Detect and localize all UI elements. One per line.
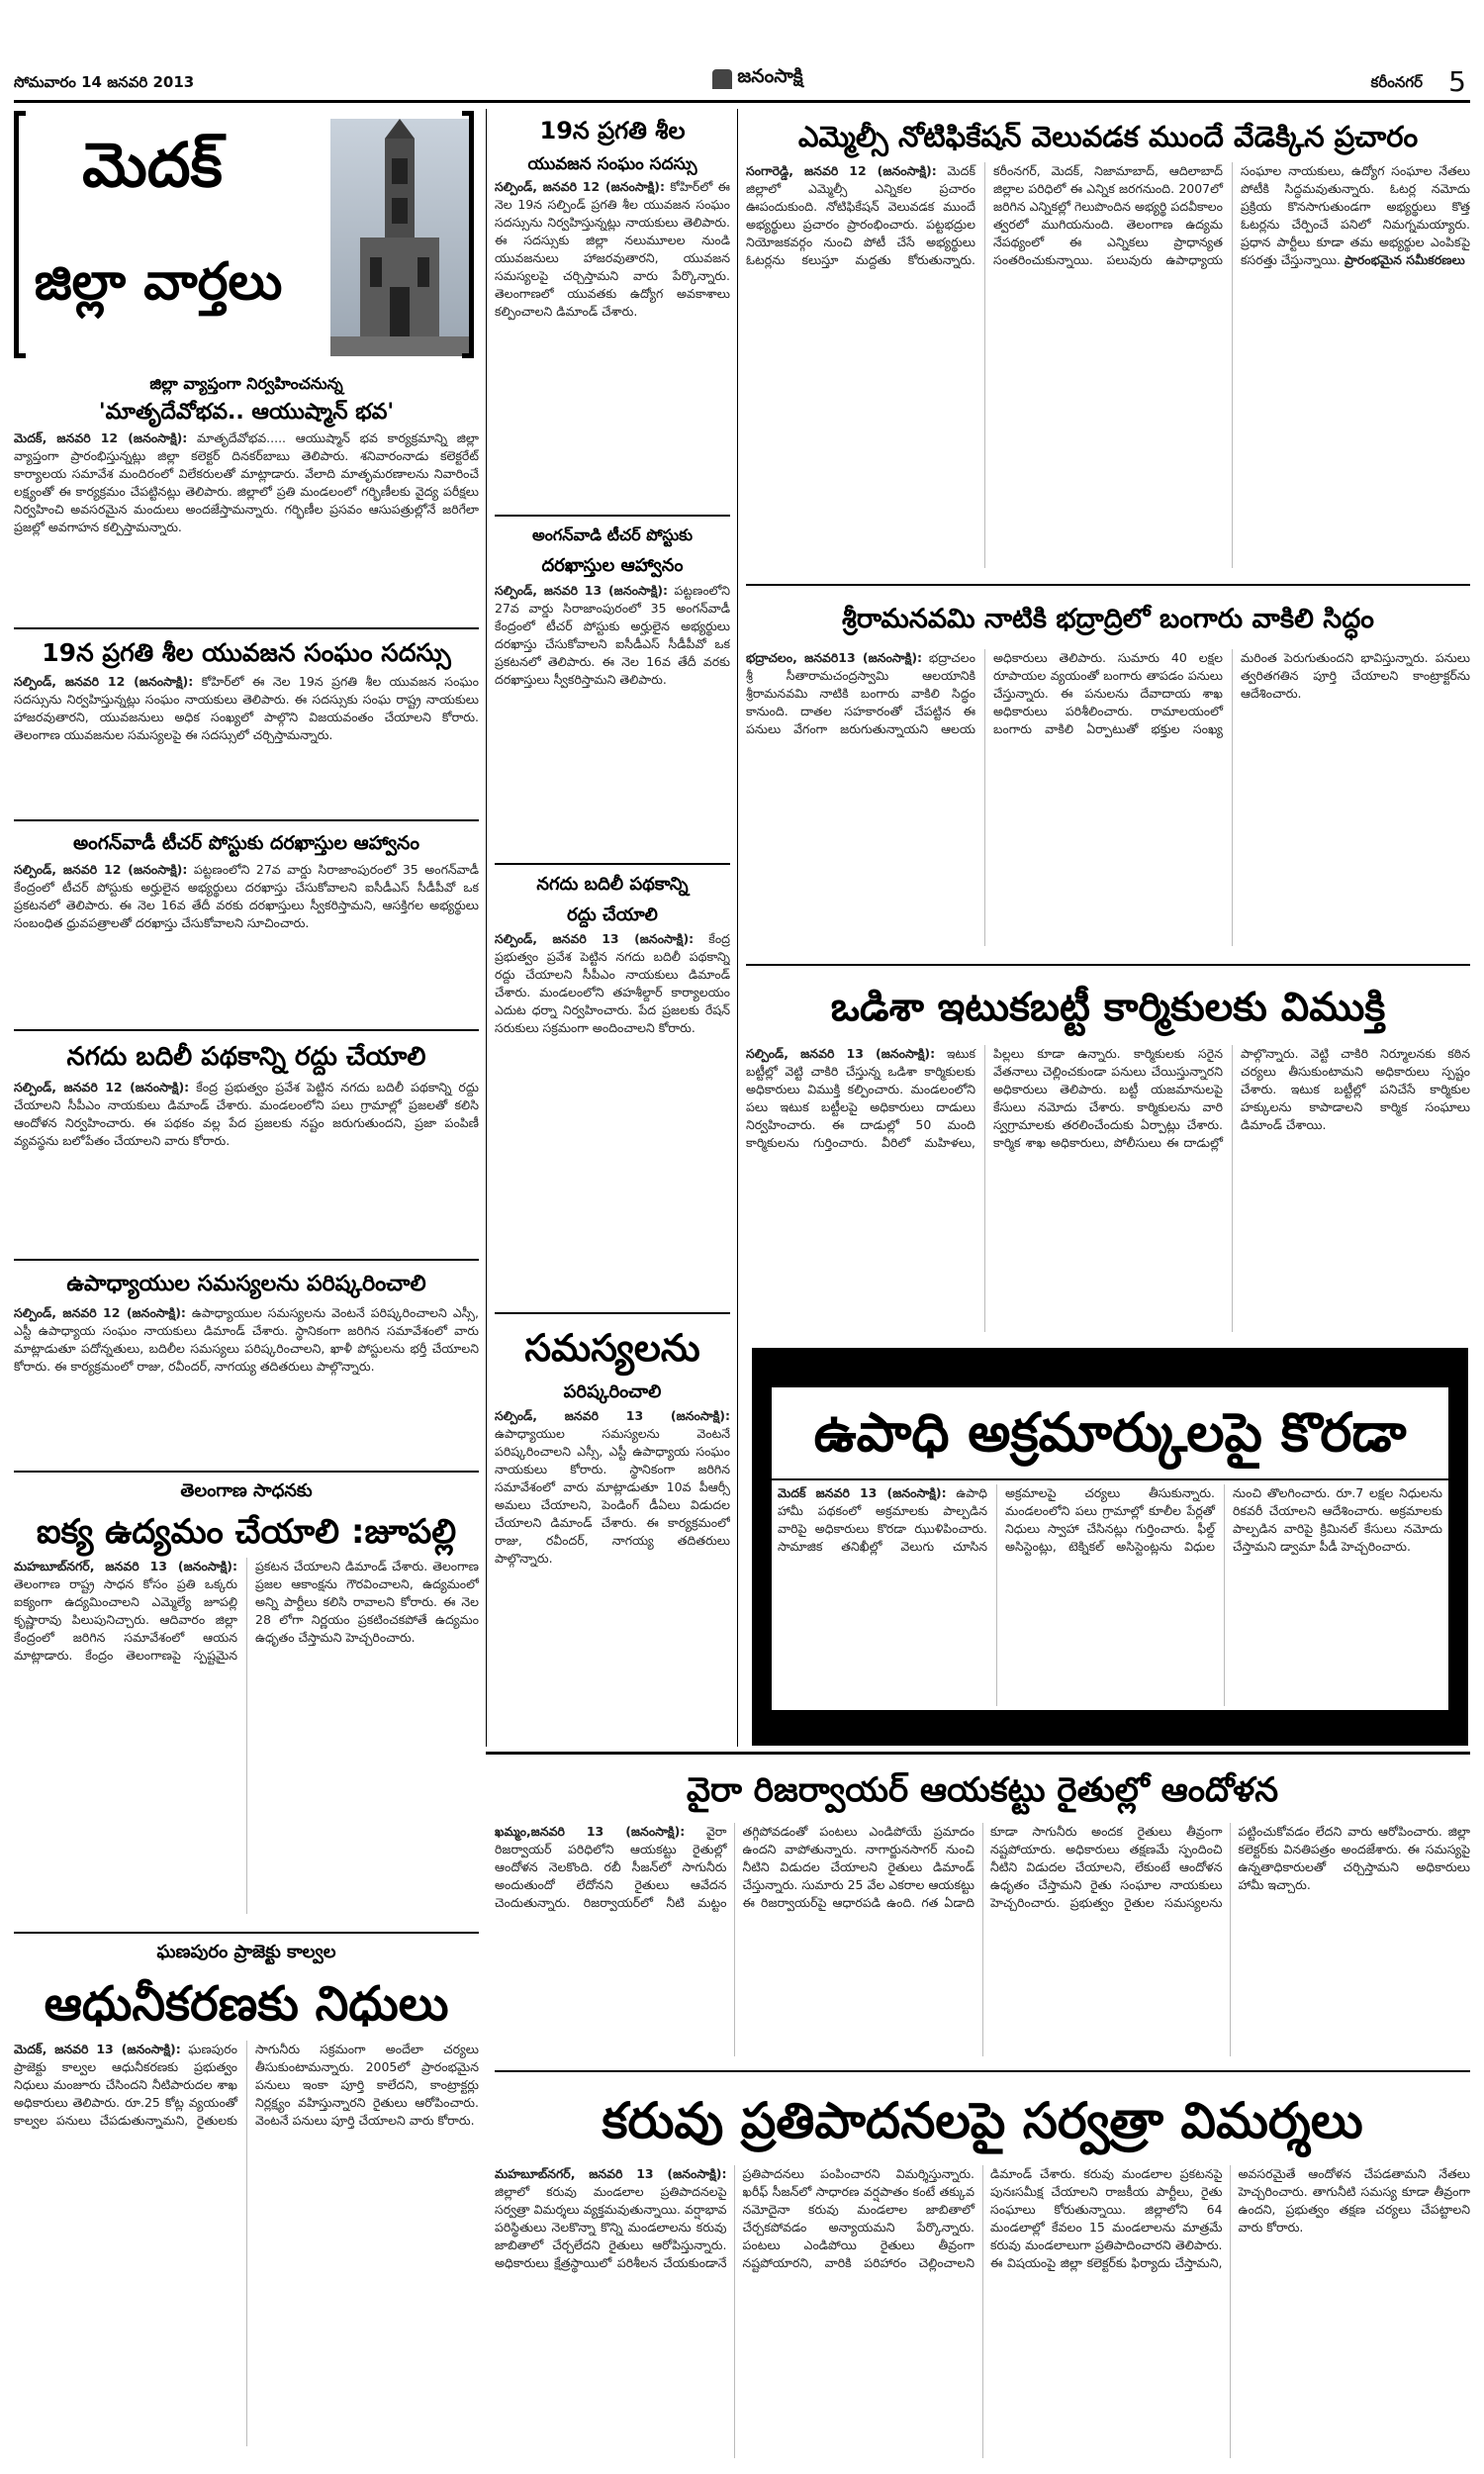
article-body: [495, 2165, 1470, 2458]
article-dateline: సల్పిండ్, జనవరి 13 (జనంసాక్షి):: [495, 583, 669, 598]
district-name: కరీంనగర్: [1370, 73, 1423, 91]
article-text: పట్టణంలోని 27వ వార్డు సిరాజాంపురంలో 35 అంగన్‌వాడీ కేంద్రంలో టీచర్ పోస్టుకు అర్హులైన అభ్యర్థులు దరఖాస్తు చేసుకోవాలని ఐసీడీఎస్ సీడీపీవో ఒక ప్రకటనలో తెలిపారు. ఈ నెల 16వ తేదీ వరకు దరఖాస్తులు స్వీకరిస్తామని తెలిపారు.: [495, 583, 730, 687]
article-headline: ఎమ్మెల్సీ నోటిఫికేషన్ వెలువడక ముందే వేడెక్కిన ప్రచారం: [797, 120, 1419, 153]
article-body: [14, 429, 479, 618]
church-tower-icon: [330, 119, 469, 356]
article-kicker: ఘణపురం ప్రాజెక్టు కాల్వల: [156, 1942, 336, 1962]
section-rule: [746, 584, 1470, 586]
article-ghanapuram: [14, 1938, 479, 2462]
article-body: [14, 861, 479, 1017]
article-yuvajana-short: [495, 111, 730, 437]
article-body: [746, 162, 1470, 568]
article-text: మెదక్ జిల్లాలో ఎమ్మెల్సీ ఎన్నికల ప్రచారం ఊపందుకుంది. నోటిఫికేషన్ వెలువడక ముందే అభ్యర్థులు ప్రచారం ప్రారంభించారు. పట్టభద్రుల నియోజకవర్గం నుంచి పోటీ చేసే అభ్యర్థులు ఓటర్లను కలుస్తూ మద్దతు కోరుతున్నారు. కరీంనగర్, మెదక్, నిజామాబాద్, ఆదిలాబాద్ జిల్లాల పరిధిలో ఈ ఎన్నిక జరగనుంది. 2007లో జరిగిన ఎన్నికల్లో గెలుపొందిన అభ్యర్థి పదవీకాలం త్వరలో ముగియనుంది. తెలంగాణ ఉద్యమ నేపథ్యంలో ఈ ఎన్నికలు ప్రాధాన్యత సంతరించుకున్నాయి. పలువురు ఉపాధ్యాయ సంఘాల నాయకులు, ఉద్యోగ సంఘాల నేతలు పోటీకి సిద్ధమవుతున్నారు. ఓటర్ల నమోదు ప్రక్రియ కొనసాగుతుండగా అభ్యర్థులు కొత్త ఓటర్లను చేర్పించే పనిలో నిమగ్నమయ్యారు. ప్రధాన పార్టీలు కూడా తమ అభ్యర్థుల ఎంపికపై కసరత్తు చేస్తున్నాయి.: [746, 163, 1470, 267]
article-headline: వైరా రిజర్వాయర్ ఆయకట్టు రైతుల్లో ఆందోళన: [686, 1770, 1279, 1810]
article-nagadu-badili: [14, 1035, 479, 1253]
section-rule: [746, 964, 1470, 966]
article-dateline: సల్పిండ్, జనవరి 12 (జనంసాక్షి):: [495, 179, 665, 194]
article-headline: ఉపాధ్యాయుల సమస్యలను పరిష్కరించాలి: [66, 1272, 426, 1296]
article-dateline: ఖమ్మం,జనవరి 13 (జనంసాక్షి):: [495, 1824, 686, 1839]
header-rule: [14, 100, 1470, 103]
article-text: ఇటుక బట్టీల్లో వెట్టి చాకిరి చేస్తున్న ఒడిశా కార్మికులకు అధికారులు విముక్తి కల్పించారు. మండలంలోని పలు ఇటుక బట్టీలపై అధికారులు దాడులు నిర్వహించారు. ఈ దాడుల్లో 50 మంది కార్మికులను గుర్తించారు. వీరిలో మహిళలు, పిల్లలు కూడా ఉన్నారు. కార్మికులకు సరైన వేతనాలు చెల్లించకుండా పనులు చేయిస్తున్నారని అధికారులు తెలిపారు. బట్టీ యజమానులపై కేసులు నమోదు చేశారు. కార్మికులను వారి స్వగ్రామాలకు తరలించేందుకు ఏర్పాట్లు చేశారు. కార్మిక శాఖ అధికారులు, పోలీసులు ఈ దాడుల్లో పాల్గొన్నారు. వెట్టి చాకిరి నిర్మూలనకు కఠిన చర్యలు తీసుకుంటామని అధికారులు స్పష్టం చేశారు. ఇటుక బట్టీల్లో పనిచేసే కార్మికుల హక్కులను కాపాడాలని కార్మిక సంఘాలు డిమాండ్ చేశాయి.: [746, 1046, 1470, 1150]
article-subheadline: దరఖాస్తుల ఆహ్వానం: [541, 555, 684, 576]
page-number: 5: [1448, 65, 1466, 98]
article-body: [14, 1304, 479, 1459]
article-body: [14, 1558, 479, 1914]
article-text: మాతృదేవోభవ..... ఆయుష్మాన్ భవ కార్యక్రమాన్ని జిల్లా వ్యాప్తంగా ప్రారంభిస్తున్నట్లు జిల్లా కలెక్టర్ దినకర్‌బాబు తెలిపారు. శనివారంనాడు కలెక్టరేట్ కార్యాలయ సమావేశ మందిరంలో విలేకరులతో మాట్లాడారు. వేలాది మాతృమరణాలను నివారించే లక్ష్యంతో ఈ కార్యక్రమం చేపట్టినట్లు తెలిపారు. జిల్లాలో ప్రతి మండలంలో గర్భిణీలకు వైద్య పరీక్షలు నిర్వహించి అవసరమైన మందులు అందజేస్తామన్నారు. గర్భిణీల ప్రసవం ఆసుపత్రుల్లోనే జరిగేలా ప్రజల్లో అవగాహన కల్పిస్తామన్నారు.: [14, 430, 479, 534]
masthead: [14, 65, 1470, 99]
article-body: [495, 178, 730, 433]
column-divider: [737, 109, 738, 1747]
section-rule: [486, 1752, 1470, 1755]
article-anganwadi: [14, 825, 479, 1023]
logo-text: జనంసాక్షి: [737, 65, 803, 87]
section-rule: [495, 1312, 730, 1314]
article-text: కోహిర్‌లో ఈ నెల 19న ప్రగతి శీల యువజన సంఘం సదస్సును నిర్వహిస్తున్నట్లు సంఘం నాయకులు తెలిపారు. ఈ సదస్సుకు సంఘ రాష్ట్ర నాయకులు హాజరవుతారని, యువజనులు అధిక సంఖ్యలో పాల్గొని విజయవంతం చేయాలని కోరారు. తెలంగాణ యువజనుల సమస్యలపై ఈ సదస్సులో చర్చిస్తామన్నారు.: [14, 674, 479, 742]
column-divider: [486, 109, 487, 1747]
article-headline: 19న ప్రగతి శీల యువజన సంఘం సదస్సు: [42, 638, 451, 667]
article-teachers: [14, 1265, 479, 1463]
article-vaira-reservoir: [495, 1758, 1470, 2064]
article-headline: శ్రీరామనవమి నాటికి భద్రాద్రిలో బంగారు వాకిలి సిద్ధం: [842, 604, 1374, 634]
section-rule: [495, 515, 730, 517]
article-dateline: మెదక్, జనవరి 12 (జనంసాక్షి):: [14, 430, 188, 445]
article-jupalli: [14, 1476, 479, 1926]
article-text: వైరా రిజర్వాయర్ పరిధిలోని ఆయకట్టు రైతుల్లో ఆందోళన నెలకొంది. రబీ సీజన్‌లో సాగునీరు అందుతుందో లేదోనని రైతులు ఆవేదన చెందుతున్నారు. రిజర్వాయర్‌లో నీటి మట్టం తగ్గిపోవడంతో పంటలు ఎండిపోయే ప్రమాదం ఉందని వాపోతున్నారు. నాగార్జునసాగర్ నుంచి నీటిని విడుదల చేయాలని రైతులు డిమాండ్ చేస్తున్నారు. సుమారు 25 వేల ఎకరాల ఆయకట్టు ఈ రిజర్వాయర్‌పై ఆధారపడి ఉంది. గత ఏడాది కూడా సాగునీరు అందక రైతులు తీవ్రంగా నష్టపోయారు. అధికారులు తక్షణమే స్పందించి నీటిని విడుదల చేయాలని, లేకుంటే ఆందోళన ఉధృతం చేస్తామని రైతు సంఘాల నాయకులు హెచ్చరించారు. ప్రభుత్వం రైతుల సమస్యలను పట్టించుకోవడం లేదని వారు ఆరోపించారు. జిల్లా కలెక్టర్‌కు వినతిపత్రం అందజేశారు. ఈ సమస్యపై ఉన్నతాధికారులతో చర్చిస్తామని అధికారులు హామీ ఇచ్చారు.: [495, 1824, 1470, 1910]
section-rule: [14, 1932, 479, 1934]
article-headline: 'మాతృదేవోభవ.. ఆయుష్మాన్ భవ': [98, 400, 395, 425]
medak-title-line1: మెదక్: [82, 129, 223, 201]
article-body: [495, 1407, 730, 1726]
article-text: ఉపాధ్యాయుల సమస్యలను వెంటనే పరిష్కరించాలని ఎస్సీ, ఎస్టీ ఉపాధ్యాయ సంఘం నాయకులు డిమాండ్ చేశారు. స్థానికంగా జరిగిన సమావేశంలో వారు మాట్లాడుతూ పదోన్నతులు, బదిలీల సమస్యలు పరిష్కరించాలని, ఖాళీ పోస్టులను భర్తీ చేయాలని కోరారు. ఈ కార్యక్రమంలో రాజు, రవీందర్, నాగయ్య తదితరులు పాల్గొన్నారు.: [14, 1305, 479, 1374]
article-body: [495, 1823, 1470, 2056]
article-yuvajana: [14, 633, 479, 811]
section-rule: [14, 819, 479, 821]
article-subheadline: పరిష్కరించాలి: [563, 1381, 662, 1402]
section-rule: [495, 2070, 1470, 2072]
article-dateline: మహబూబ్‌నగర్, జనవరి 13 (జనంసాక్షి):: [495, 2166, 727, 2181]
article-dateline: సంగారెడ్డి, జనవరి 12 (జనంసాక్షి):: [746, 163, 937, 178]
article-dateline: సల్పిండ్, జనవరి 12 (జనంసాక్షి):: [14, 862, 188, 877]
section-rule: [14, 1471, 479, 1473]
article-dateline: మెదక్, జనవరి 13 (జనంసాక్షి):: [14, 2042, 181, 2056]
article-headline: కరువు ప్రతిపాదనలపై సర్వత్రా విమర్శలు: [602, 2092, 1363, 2149]
article-dateline: సల్పిండ్, జనవరి 12 (జనంసాక్షి):: [14, 1080, 190, 1094]
medak-title-line2: జిల్లా వార్తలు: [34, 252, 283, 312]
article-body: [746, 649, 1470, 946]
article-subheadline: యువజన సంఘం సదస్సు: [527, 154, 697, 174]
article-headline: ఐక్య ఉద్యమం చేయాలి :జూపల్లి: [36, 1512, 457, 1552]
article-dateline: సల్పిండ్, జనవరి 13 (జనంసాక్షి):: [746, 1046, 936, 1061]
upadhi-banner: [752, 1348, 1468, 1746]
section-rule: [495, 863, 730, 865]
article-body: [14, 2041, 479, 2446]
article-headline: నగదు బదిలీ పథకాన్ని రద్దు చేయాలి: [66, 1042, 426, 1072]
article-odisha-workers: [746, 970, 1470, 1336]
article-body: [14, 1079, 479, 1247]
article-text: జిల్లాలో కరువు మండలాల ప్రతిపాదనలపై సర్వత్రా విమర్శలు వ్యక్తమవుతున్నాయి. వర్షాభావ పరిస్థితులు నెలకొన్నా కొన్ని మండలాలను కరువు జాబితాలో చేర్చలేదని రైతులు ఆరోపిస్తున్నారు. అధికారులు క్షేత్రస్థాయిలో పరిశీలన చేయకుండానే ప్రతిపాదనలు పంపించారని విమర్శిస్తున్నారు. ఖరీఫ్ సీజన్‌లో సాధారణ వర్షపాతం కంటే తక్కువ నమోదైనా కరువు మండలాల జాబితాలో చేర్చకపోవడం అన్యాయమని పేర్కొన్నారు. పంటలు ఎండిపోయి రైతులు తీవ్రంగా నష్టపోయారని, వారికి పరిహారం చెల్లించాలని డిమాండ్ చేశారు. కరువు మండలాల ప్రకటనపై పునఃసమీక్ష చేయాలని రాజకీయ పార్టీలు, రైతు సంఘాలు కోరుతున్నాయి. జిల్లాలోని 64 మండలాల్లో కేవలం 15 మండలాలను మాత్రమే కరువు మండలాలుగా ప్రతిపాదించారని తెలిపారు. ఈ విషయంపై జిల్లా కలెక్టర్‌కు ఫిర్యాదు చేస్తామని, అవసరమైతే ఆందోళన చేపడతామని నేతలు హెచ్చరించారు. తాగునీటి సమస్య కూడా తీవ్రంగా ఉందని, ప్రభుత్వం తక్షణ చర్యలు చేపట్టాలని వారు కోరారు.: [495, 2166, 1470, 2270]
article-kicker: తెలంగాణ సాధనకు: [180, 1480, 313, 1501]
article-dateline: సల్పిండ్, జనవరి 12 (జనంసాక్షి):: [14, 1305, 186, 1320]
section-rule: [14, 627, 479, 629]
issue-date: సోమవారం 14 జనవరి 2013: [14, 73, 195, 91]
article-text: ఉపాధ్యాయుల సమస్యలను వెంటనే పరిష్కరించాలని ఎస్సీ, ఎస్టీ ఉపాధ్యాయ సంఘం నాయకులు కోరారు. స్థానికంగా జరిగిన సమావేశంలో వారు మాట్లాడుతూ 10వ పీఆర్సీ అమలు చేయాలని, పెండింగ్ డీఏలు విడుదల చేయాలని డిమాండ్ చేశారు. ఈ కార్యక్రమంలో రాజు, రవీందర్, నాగయ్య తదితరులు పాల్గొన్నారు.: [495, 1426, 730, 1566]
medak-banner: [14, 111, 474, 362]
section-rule: [14, 1029, 479, 1031]
bracket-right: [462, 111, 474, 358]
article-text: భద్రాచలం శ్రీ సీతారామచంద్రస్వామి ఆలయానికి శ్రీరామనవమి నాటికి బంగారు వాకిలి సిద్ధం కానుంది. దాతల సహకారంతో చేపట్టిన ఈ పనులు వేగంగా జరుగుతున్నాయని ఆలయ అధికారులు తెలిపారు. సుమారు 40 లక్షల రూపాయల వ్యయంతో బంగారు తాపడం పనులు చేస్తున్నారు. ఈ పనులను దేవాదాయ శాఖ అధికారులు పరిశీలించారు. రామాలయంలో బంగారు వాకిలి ఏర్పాటుతో భక్తుల సంఖ్య మరింత పెరుగుతుందని భావిస్తున్నారు. పనులు త్వరితగతిన పూర్తి చేయాలని కాంట్రాక్టర్‌ను ఆదేశించారు.: [746, 650, 1470, 736]
article-anganwadi-short: [495, 521, 730, 837]
article-headline: ఆధునీకరణకు నిధులు: [44, 1976, 449, 2032]
article-kicker: జిల్లా వ్యాప్తంగా నిర్వహించనున్న: [149, 374, 343, 393]
article-body: [495, 930, 730, 1296]
article-dateline: సల్పిండ్, జనవరి 13 (జనంసాక్షి):: [495, 1408, 730, 1423]
article-text: కేంద్ర ప్రభుత్వం ప్రవేశ పెట్టిన నగదు బదిలీ పథకాన్ని రద్దు చేయాలని సీపీఎం నాయకులు డిమాండ్ చేశారు. మండలంలోని తహశీల్దార్ కార్యాలయం ఎదుట ధర్నా నిర్వహించారు. పేద ప్రజలకు రేషన్ సరుకులు సక్రమంగా అందించాలని కోరారు.: [495, 931, 730, 1035]
article-bhadradri: [746, 590, 1470, 958]
article-mlc-election: [746, 111, 1470, 576]
newspaper-logo: [679, 65, 837, 95]
article-subhead: ప్రారంభమైన సమీకరణలు: [1344, 252, 1465, 267]
article-text: ఘణపురం ప్రాజెక్టు కాల్వల ఆధునీకరణకు ప్రభుత్వం నిధులు మంజూరు చేసిందని నీటిపారుదల శాఖ అధికారులు తెలిపారు. రూ.25 కోట్ల వ్యయంతో కాల్వల పనులు చేపడుతున్నామని, రైతులకు సాగునీరు సక్రమంగా అందేలా చర్యలు తీసుకుంటామన్నారు. 2005లో ప్రారంభమైన పనులు ఇంకా పూర్తి కాలేదని, కాంట్రాక్టర్లు నిర్లక్ష్యం వహిస్తున్నారని రైతులు ఆరోపించారు. వెంటనే పనులు పూర్తి చేయాలని వారు కోరారు.: [14, 2042, 479, 2128]
article-dateline: మహబూబ్‌నగర్, జనవరి 13 (జనంసాక్షి):: [14, 1559, 237, 1573]
article-body: [746, 1045, 1470, 1332]
article-body: [772, 1480, 1448, 1710]
article-headline: నగదు బదిలీ పథకాన్ని: [536, 874, 689, 895]
article-samasyalu: [495, 1318, 730, 1734]
article-headline: ఒడిశా ఇటుకబట్టీ కార్మికులకు విముక్తి: [830, 985, 1386, 1030]
article-text: కోహిర్‌లో ఈ నెల 19న సల్పిండ్ ప్రగతి శీల యువజన సంఘం సదస్సును నిర్వహిస్తున్నట్లు నాయకులు తెలిపారు. ఈ సదస్సుకు జిల్లా నలుమూలల నుండి యువజనులు హాజరవుతారని, యువజన సమస్యలపై చర్చిస్తామని వారు పేర్కొన్నారు. తెలంగాణలో యువతకు ఉద్యోగ అవకాశాలు కల్పించాలని డిమాండ్ చేశారు.: [495, 179, 730, 319]
article-dateline: సల్పిండ్, జనవరి 12 (జనంసాక్షి):: [14, 674, 194, 689]
article-headline: ఉపాధి అక్రమార్కులపై కొరడా: [772, 1387, 1448, 1478]
article-headline: 19న ప్రగతి శీల: [539, 117, 686, 144]
article-nagadu-short: [495, 869, 730, 1304]
article-headline: సమస్యలను: [524, 1326, 700, 1370]
article-matrudevobhava: [14, 372, 479, 619]
church-photo: [330, 119, 469, 356]
article-text: తెలంగాణ రాష్ట్ర సాధన కోసం ప్రతి ఒక్కరు ఐక్యంగా ఉద్యమించాలని ఎమ్మెల్యే జూపల్లి కృష్ణారావు పిలుపునిచ్చారు. ఆదివారం జిల్లా కేంద్రంలో జరిగిన సమావేశంలో ఆయన మాట్లాడారు. కేంద్రం తెలంగాణపై స్పష్టమైన ప్రకటన చేయాలని డిమాండ్ చేశారు. తెలంగాణ ప్రజల ఆకాంక్షను గౌరవించాలని, ఉద్యమంలో అన్ని పార్టీలు కలిసి రావాలని కోరారు. ఈ నెల 28 లోగా నిర్ణయం ప్రకటించకపోతే ఉద్యమం ఉధృతం చేస్తామని హెచ్చరించారు.: [14, 1559, 479, 1663]
section-rule: [14, 1259, 479, 1261]
article-dateline: మెదక్ జనవరి 13 (జనంసాక్షి):: [778, 1485, 947, 1500]
article-body: [495, 582, 730, 833]
article-headline: అంగన్‌వాడీ టీచర్ పోస్టుకు దరఖాస్తుల ఆహ్వానం: [72, 832, 419, 854]
article-text: ఉపాధి హామీ పథకంలో అక్రమాలకు పాల్పడిన వారిపై అధికారులు కొరడా ఝుళిపించారు. సామాజిక తనిఖీల్లో వెలుగు చూసిన అక్రమాలపై చర్యలు తీసుకున్నారు. మండలంలోని పలు గ్రామాల్లో కూలీల పేర్లతో నిధులు స్వాహా చేసినట్లు గుర్తించారు. ఫీల్డ్ అసిస్టెంట్లు, టెక్నికల్ అసిస్టెంట్లను విధుల నుంచి తొలగించారు. రూ.7 లక్షల నిధులను రికవరీ చేయాలని ఆదేశించారు. అక్రమాలకు పాల్పడిన వారిపై క్రిమినల్ కేసులు నమోదు చేస్తామని డ్వామా పీడీ హెచ్చరించారు.: [778, 1485, 1442, 1554]
article-karuvu: [495, 2076, 1470, 2462]
article-headline: అంగన్‌వాడి టీచర్ పోస్టుకు: [531, 525, 693, 544]
article-text: పట్టణంలోని 27వ వార్డు సిరాజాంపురంలో 35 అంగన్‌వాడీ కేంద్రంలో టీచర్ పోస్టుకు అర్హులైన అభ్యర్థులు దరఖాస్తు చేసుకోవాలని ఐసీడీఎస్ సీడీపీవో ఒక ప్రకటనలో తెలిపారు. ఈ నెల 16వ తేదీ వరకు దరఖాస్తులు స్వీకరిస్తామని, ఆసక్తిగల అభ్యర్థులు సంబంధిత ధ్రువపత్రాలతో దరఖాస్తు చేసుకోవాలని సూచించారు.: [14, 862, 479, 930]
logo-emblem-icon: [712, 69, 732, 89]
article-dateline: భద్రాచలం, జనవరి13 (జనంసాక్షి):: [746, 650, 923, 665]
article-text: కేంద్ర ప్రభుత్వం ప్రవేశ పెట్టిన నగదు బదిలీ పథకాన్ని రద్దు చేయాలని సీపీఎం నాయకులు డిమాండ్ చేశారు. మండలంలోని పలు గ్రామాల్లో ప్రజలతో కలిసి ఆందోళన నిర్వహించారు. ఈ పథకం వల్ల పేద ప్రజలకు నష్టం జరుగుతుందని, ప్రజా పంపిణీ వ్యవస్థను బలోపేతం చేయాలని వారు కోరారు.: [14, 1080, 479, 1148]
article-subheadline: రద్దు చేయాలి: [567, 904, 658, 925]
article-body: [14, 673, 479, 808]
article-dateline: సల్పిండ్, జనవరి 13 (జనంసాక్షి):: [495, 931, 695, 946]
bracket-left: [14, 111, 26, 358]
